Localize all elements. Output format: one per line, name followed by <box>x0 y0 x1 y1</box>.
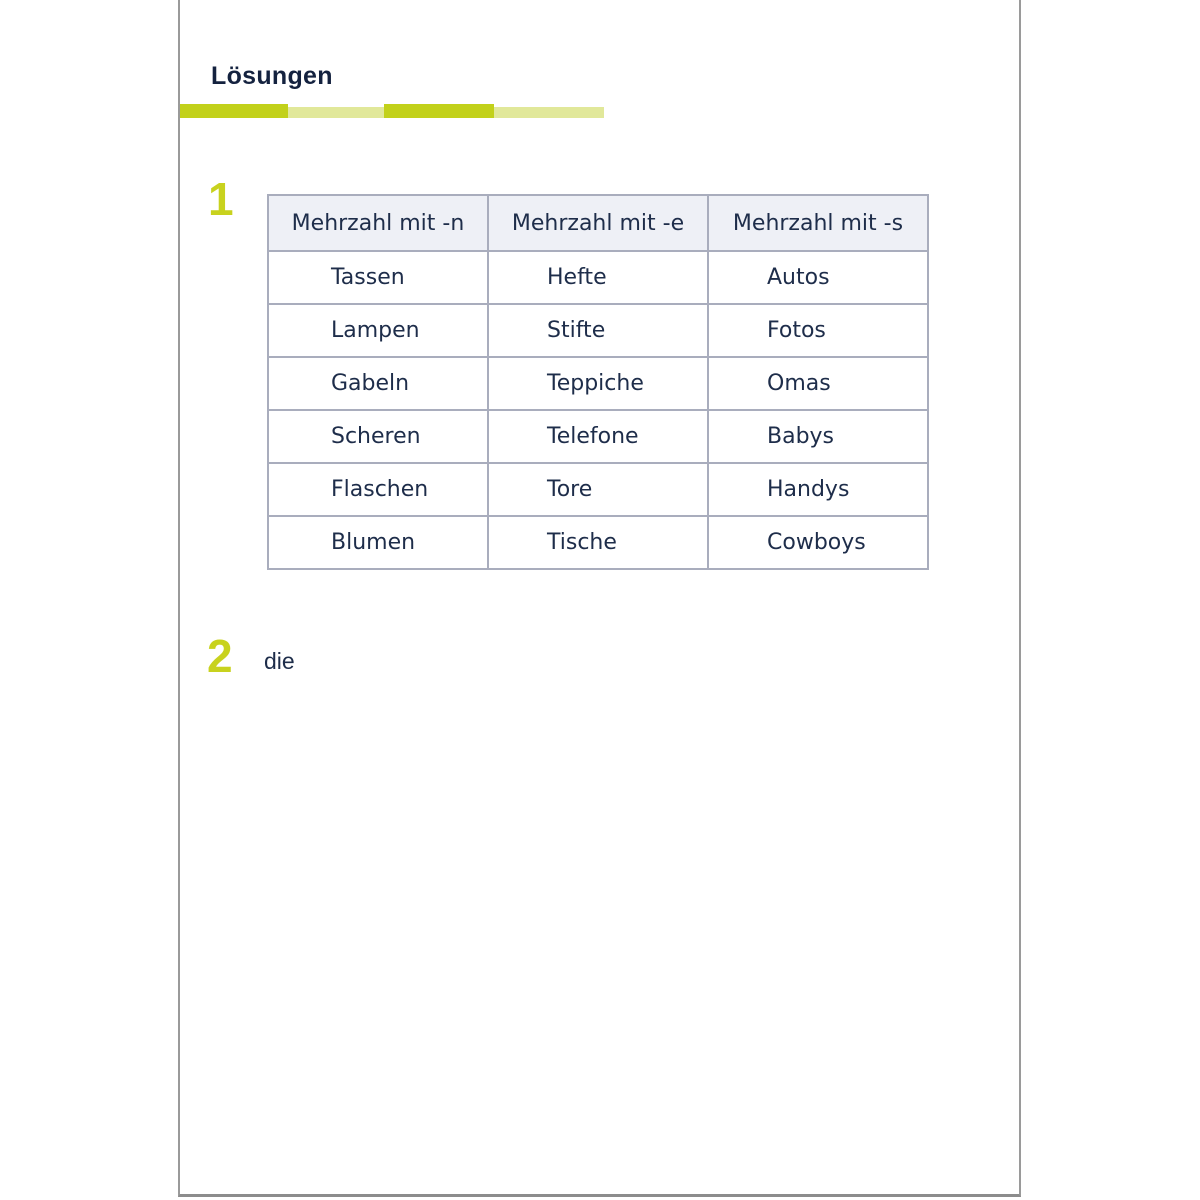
table-row <box>268 463 928 516</box>
table-row <box>268 251 928 304</box>
table-cell: Tassen <box>268 251 488 304</box>
exercise-number-2: 2 <box>207 630 233 682</box>
table-cell: Gabeln <box>268 357 488 410</box>
table-cell: Tore <box>488 463 708 516</box>
table-cell: Autos <box>708 251 928 304</box>
table-cell: Stifte <box>488 304 708 357</box>
table-cell: Telefone <box>488 410 708 463</box>
table-cell: Babys <box>708 410 928 463</box>
decorative-bar-segment <box>494 107 604 118</box>
table-cell: Omas <box>708 357 928 410</box>
table-cell: Lampen <box>268 304 488 357</box>
column-header: Mehrzahl mit -n <box>268 195 488 251</box>
exercise-2-answer: die <box>264 648 295 674</box>
column-header: Mehrzahl mit -s <box>708 195 928 251</box>
table-cell: Hefte <box>488 251 708 304</box>
page-frame <box>178 0 1021 1197</box>
table-header-row <box>268 195 928 251</box>
table-cell: Blumen <box>268 516 488 569</box>
table-cell: Flaschen <box>268 463 488 516</box>
decorative-bar-segment <box>384 104 494 118</box>
table-cell: Handys <box>708 463 928 516</box>
table-cell: Teppiche <box>488 357 708 410</box>
page-title: Lösungen <box>211 62 333 90</box>
table-cell: Cowboys <box>708 516 928 569</box>
table-row <box>268 357 928 410</box>
table-cell: Scheren <box>268 410 488 463</box>
table-row <box>268 516 928 569</box>
table-cell: Fotos <box>708 304 928 357</box>
decorative-bar-segment <box>180 104 288 118</box>
table-row <box>268 410 928 463</box>
decorative-bar-segment <box>288 107 384 118</box>
exercise-number-1: 1 <box>208 173 234 225</box>
table-row <box>268 304 928 357</box>
table-cell: Tische <box>488 516 708 569</box>
column-header: Mehrzahl mit -e <box>488 195 708 251</box>
plural-table <box>267 194 929 570</box>
